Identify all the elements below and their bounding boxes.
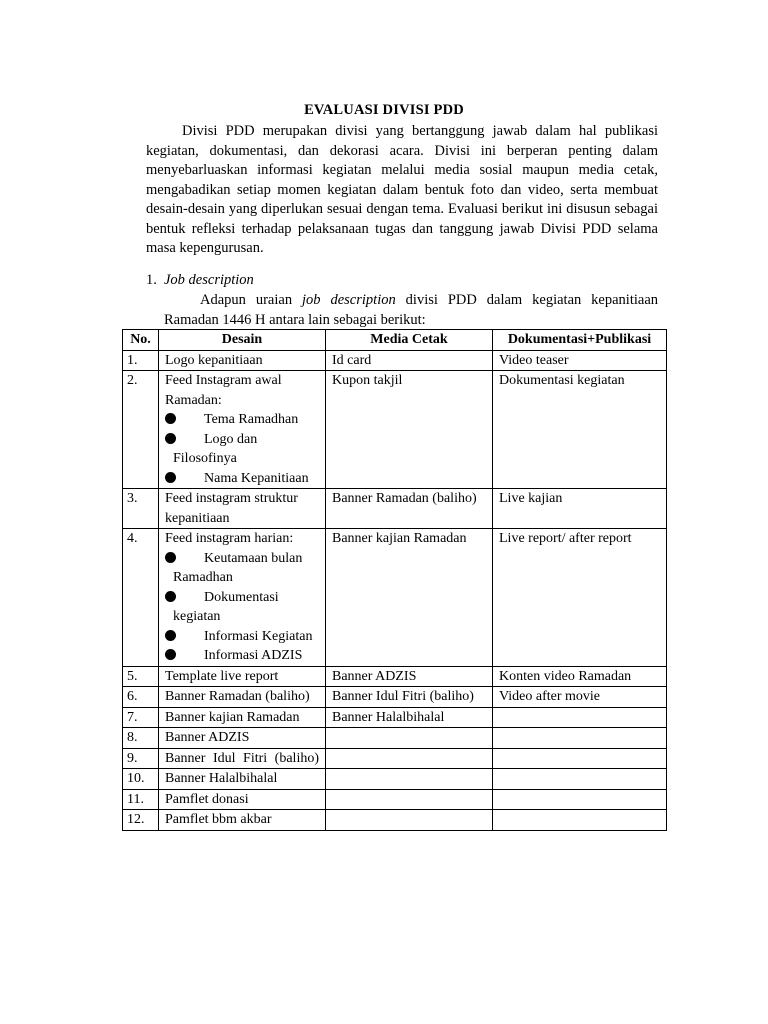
cell-dok: Video teaser [493,350,667,371]
table-row [123,371,667,489]
list-item [165,430,319,469]
cell-no: 1. [123,350,159,371]
bullet-icon [165,413,176,424]
cell-no: 8. [123,728,159,749]
section-text-italic: job description [302,292,396,308]
cell-desain: Pamflet bbm akbar [159,810,326,831]
cell-desain: Banner Halalbihalal [159,769,326,790]
cell-desain [159,371,326,489]
job-table [122,329,667,831]
section-number: 1. [146,272,157,288]
list-item [165,469,319,489]
section-paragraph [164,291,658,330]
cell-dok [493,707,667,728]
bullet-icon [165,649,176,660]
list-item [165,627,319,647]
bullet-icon [165,552,176,563]
cell-media [326,728,493,749]
bullet-list [165,549,319,666]
cell-dok [493,789,667,810]
cell-media: Banner Ramadan (baliho) [326,489,493,529]
cell-desain: Template live report [159,666,326,687]
table-header-row [123,330,667,351]
table-row [123,529,667,667]
header-media-cetak: Media Cetak [326,330,493,351]
cell-desain: Feed instagram struktur kepanitiaan [159,489,326,529]
cell-dok: Video after movie [493,687,667,708]
cell-dok: Live report/ after report [493,529,667,667]
cell-no: 4. [123,529,159,667]
cell-media: Kupon takjil [326,371,493,489]
bullet-list [165,410,319,488]
table-row [123,707,667,728]
cell-media: Id card [326,350,493,371]
cell-dok [493,810,667,831]
bullet-text: Nama Kepanitiaan [204,470,309,486]
bullet-icon [165,591,176,602]
cell-no: 7. [123,707,159,728]
section-text-before: Adapun uraian [200,292,293,308]
list-item [165,588,319,627]
bullet-text: Keutamaan bulan Ramadhan [173,550,303,585]
cell-dok [493,728,667,749]
cell-no: 5. [123,666,159,687]
cell-media [326,810,493,831]
bullet-text: Logo dan Filosofinya [173,431,258,466]
cell-media [326,789,493,810]
bullet-icon [165,630,176,641]
table-row [123,769,667,790]
cell-desain [159,529,326,667]
list-item [165,646,319,666]
table-row [123,728,667,749]
cell-desain: Banner ADZIS [159,728,326,749]
section-text-after: divisi PDD dalam kegiatan kepanitiaan Ramadan 1446 H antara lain sebagai berikut: [164,292,659,328]
cell-no: 2. [123,371,159,489]
cell-media: Banner ADZIS [326,666,493,687]
bullet-icon [165,433,176,444]
cell-media [326,769,493,790]
intro-text: Divisi PDD merupakan divisi yang bertanggung jawab dalam hal publikasi kegiatan, dokumentasi, dan dekorasi acara. Divisi ini berperan penting dalam menyebarluaskan informasi kegiatan melalui media sosial maupun media cetak, mengabadikan setiap momen kegiatan dalam bentuk foto dan video, serta membuat desain-desain yang diperlukan sesuai dengan tema. Evaluasi berikut ini disusun sebagai bentuk refleksi terhadap pelaksanaan tugas dan tanggung jawab Divisi PDD selama masa kepengurusan. [146,123,658,256]
bullet-text: Tema Ramadhan [204,412,299,427]
section-heading [146,271,254,291]
table-row [123,810,667,831]
cell-desain: Banner Ramadan (baliho) [159,687,326,708]
list-item [165,410,319,430]
table-row [123,666,667,687]
cell-dok [493,748,667,769]
cell-dok [493,769,667,790]
list-item [165,549,319,588]
cell-no: 11. [123,789,159,810]
table-row [123,489,667,529]
table-row [123,350,667,371]
cell-desain: Banner Idul Fitri (baliho) [159,748,326,769]
bullet-text: Dokumentasi kegiatan [173,589,279,624]
intro-paragraph [146,122,658,259]
cell-dok: Dokumentasi kegiatan [493,371,667,489]
page-title: EVALUASI DIVISI PDD [304,102,464,118]
table-row [123,687,667,708]
bullet-text: Informasi Kegiatan [204,628,313,644]
cell-no: 12. [123,810,159,831]
bullet-icon [165,472,176,483]
cell-no: 10. [123,769,159,790]
header-desain: Desain [159,330,326,351]
cell-no: 6. [123,687,159,708]
cell-desain: Logo kepanitiaan [159,350,326,371]
cell-dok: Konten video Ramadan [493,666,667,687]
cell-media: Banner Idul Fitri (baliho) [326,687,493,708]
cell-no: 3. [123,489,159,529]
cell-media: Banner Halalbihalal [326,707,493,728]
bullet-text: Informasi ADZIS [204,648,303,663]
header-no: No. [123,330,159,351]
cell-no: 9. [123,748,159,769]
cell-desain-text: Feed instagram harian: [165,531,294,546]
cell-desain-text: Feed Instagram awal Ramadan: [165,373,282,408]
header-dokumentasi: Dokumentasi+Publikasi [493,330,667,351]
cell-desain: Banner kajian Ramadan [159,707,326,728]
cell-media [326,748,493,769]
cell-desain: Pamflet donasi [159,789,326,810]
table-row [123,748,667,769]
cell-dok: Live kajian [493,489,667,529]
table-row [123,789,667,810]
section-label: Job description [164,272,254,288]
cell-media: Banner kajian Ramadan [326,529,493,667]
